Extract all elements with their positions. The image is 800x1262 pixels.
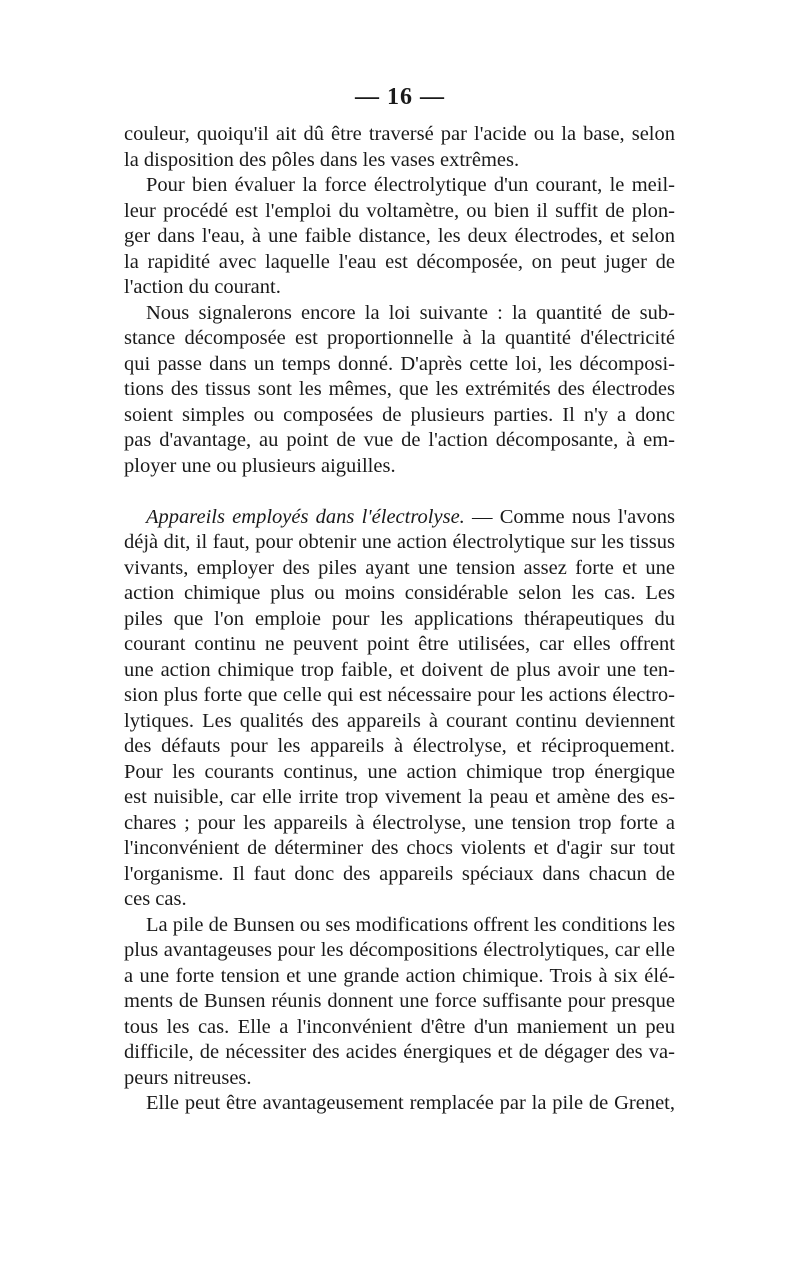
text-line: la rapidité avec laquelle l'eau est décomposée, on peut juger de — [124, 250, 675, 273]
paragraph-3 — [124, 301, 675, 480]
text-line: soient simples ou composées de plusieurs parties. Il n'y a donc — [124, 403, 675, 426]
text-line: leur procédé est l'emploi du voltamètre, ou bien il suffit de plon- — [124, 199, 675, 222]
text-line: ces cas. — [124, 888, 187, 910]
text-line: une action chimique trop faible, et doivent de plus avoir une ten- — [124, 658, 675, 681]
text-line: courant continu ne peuvent point être utilisées, car elles offrent — [124, 633, 675, 655]
text-line — [124, 505, 675, 531]
text-line: tions des tissus sont les mêmes, que les extrémités des électrodes — [124, 378, 675, 400]
text-line: lytiques. Les qualités des appareils à courant continu deviennent — [124, 709, 675, 732]
text-line: des défauts pour les appareils à électrolyse, et réciproquement. — [124, 735, 675, 757]
text-line: sion plus forte que celle qui est nécessaire pour les actions électro- — [124, 684, 675, 706]
text-line: Nous signalerons encore la loi suivante : la quantité de sub- — [146, 301, 675, 324]
text-line: tous les cas. Elle a l'inconvénient d'être d'un maniement un peu — [124, 1015, 675, 1038]
text-line: l'inconvénient de déterminer des chocs violents et d'agir sur tout — [124, 837, 675, 859]
text-line: Pour les courants continus, une action chimique trop énergique — [124, 760, 675, 783]
text-line: couleur, quoiqu'il ait dû être traversé par l'acide ou la base, selon — [124, 123, 675, 145]
text-line: ger dans l'eau, à une faible distance, les deux électrodes, et selon — [124, 225, 675, 247]
text-line: plus avantageuses pour les décompositions électrolytiques, car elle — [124, 939, 675, 961]
text-line: chares ; pour les appareils à électrolyse, une tension trop forte a — [124, 811, 675, 834]
text-line: piles que l'on emploie pour les applications thérapeutiques du — [124, 607, 675, 630]
paragraph-5 — [124, 913, 675, 1092]
paragraph-6 — [124, 1091, 675, 1117]
text-line: peurs nitreuses. — [124, 1066, 252, 1089]
text-line: ployer une ou plusieurs aiguilles. — [124, 454, 396, 477]
text-line: Pour bien évaluer la force électrolytique d'un courant, le meil- — [146, 174, 675, 196]
section-title-continuation: — Comme nous l'avons — [464, 505, 675, 528]
paragraph-4 — [124, 505, 675, 913]
paragraph-1 — [124, 122, 675, 173]
text-line: Elle peut être avantageusement remplacée par la pile de Grenet, — [146, 1092, 675, 1114]
section-title: Appareils employés dans l'électrolyse. — [146, 505, 465, 528]
text-line: ments de Bunsen réunis donnent une force suffisante pour presque — [124, 990, 675, 1012]
text-line: déjà dit, il faut, pour obtenir une action électrolytique sur les tissus — [124, 531, 675, 553]
section-spacer — [124, 479, 675, 505]
text-line: qui passe dans un temps donné. D'après cette loi, les décomposi- — [124, 352, 675, 375]
page-number: — 16 — — [355, 84, 445, 110]
paragraph-2 — [124, 173, 675, 301]
text-line: l'organisme. Il faut donc des appareils spéciaux dans chacun de — [124, 862, 675, 885]
text-line: difficile, de nécessiter des acides énergiques et de dégager des va- — [124, 1041, 675, 1063]
text-line: la disposition des pôles dans les vases extrêmes. — [124, 148, 520, 171]
text-line: La pile de Bunsen ou ses modifications offrent les conditions les — [146, 913, 676, 936]
text-line: stance décomposée est proportionnelle à la quantité d'électricité — [124, 327, 675, 349]
body-text — [124, 122, 675, 1117]
text-line: pas d'avantage, au point de vue de l'action décomposante, à em- — [124, 429, 675, 451]
text-line: a une forte tension et une grande action chimique. Trois à six élé- — [124, 964, 675, 987]
text-line: est nuisible, car elle irrite trop vivement la peau et amène des es- — [124, 786, 675, 808]
text-line: action chimique plus ou moins considérable selon les cas. Les — [124, 582, 675, 604]
text-line: vivants, employer des piles ayant une tension assez forte et une — [124, 556, 675, 579]
text-line: l'action du courant. — [124, 276, 281, 298]
